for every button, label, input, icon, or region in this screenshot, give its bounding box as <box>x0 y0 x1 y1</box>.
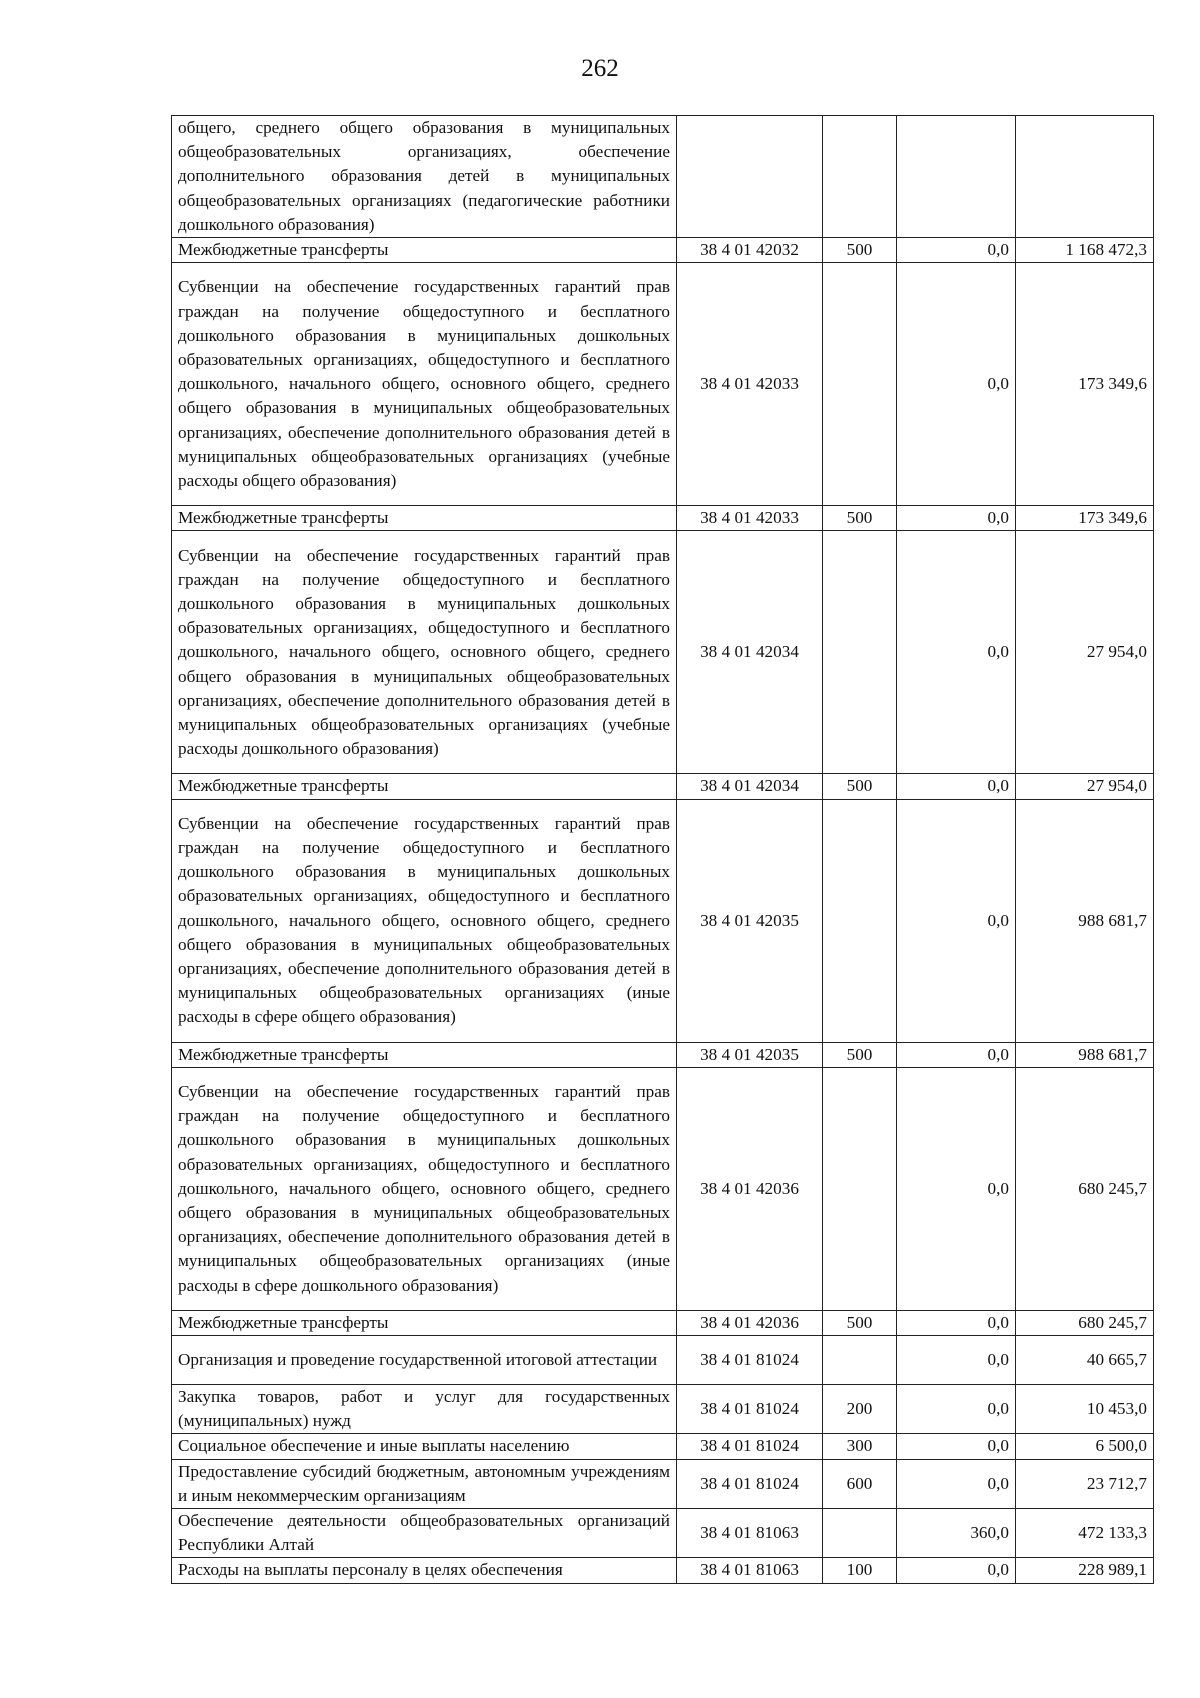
table-row <box>172 1310 1154 1335</box>
row-value-2: 173 349,6 <box>1016 506 1154 531</box>
row-name: Организация и проведение государственной итоговой аттестации <box>172 1336 677 1385</box>
row-value-1: 0,0 <box>897 1385 1016 1434</box>
table-row <box>172 1042 1154 1067</box>
row-code: 38 4 01 42033 <box>677 263 823 506</box>
table-row <box>172 531 1154 774</box>
row-value-2: 988 681,7 <box>1016 1042 1154 1067</box>
row-kind: 500 <box>823 1042 897 1067</box>
row-kind <box>823 1067 897 1310</box>
row-code: 38 4 01 81063 <box>677 1509 823 1558</box>
row-value-2: 40 665,7 <box>1016 1336 1154 1385</box>
row-value-1: 0,0 <box>897 238 1016 263</box>
row-value-1: 0,0 <box>897 799 1016 1042</box>
row-name: Расходы на выплаты персоналу в целях обеспечения <box>172 1558 677 1583</box>
table-row <box>172 506 1154 531</box>
row-value-1: 0,0 <box>897 1067 1016 1310</box>
row-value-2: 27 954,0 <box>1016 531 1154 774</box>
table-row <box>172 1336 1154 1385</box>
row-name: Закупка товаров, работ и услуг для государственных (муниципальных) нужд <box>172 1385 677 1434</box>
table-row <box>172 774 1154 799</box>
row-kind: 100 <box>823 1558 897 1583</box>
row-code: 38 4 01 81024 <box>677 1385 823 1434</box>
row-kind <box>823 1509 897 1558</box>
row-value-2: 1 168 472,3 <box>1016 238 1154 263</box>
row-code: 38 4 01 81024 <box>677 1434 823 1459</box>
row-name: Межбюджетные трансферты <box>172 1310 677 1335</box>
row-value-2: 228 989,1 <box>1016 1558 1154 1583</box>
row-name: общего, среднего общего образования в муниципальных общеобразовательных организациях, обеспечение дополнительного образования детей в муниципальных общеобразовательных организациях (педагогические работники дошкольного образования) <box>172 116 677 238</box>
budget-table <box>171 115 1154 1584</box>
row-value-1: 0,0 <box>897 1459 1016 1508</box>
row-kind <box>823 263 897 506</box>
row-kind <box>823 531 897 774</box>
row-code: 38 4 01 42036 <box>677 1310 823 1335</box>
row-value-2: 27 954,0 <box>1016 774 1154 799</box>
table-row <box>172 1459 1154 1508</box>
row-name: Субвенции на обеспечение государственных гарантий прав граждан на получение общедоступного и бесплатного дошкольного образования в муниципальных дошкольных образовательных организациях, общедоступного и бесплатного дошкольного, начального общего, основного общего, среднего общего образования в муниципальных общеобразовательных организациях, обеспечение дополнительного образования детей в муниципальных общеобразовательных организациях (учебные расходы дошкольного образования) <box>172 531 677 774</box>
row-kind: 500 <box>823 238 897 263</box>
row-value-1: 0,0 <box>897 1558 1016 1583</box>
row-value-2: 6 500,0 <box>1016 1434 1154 1459</box>
budget-table-body <box>172 116 1154 1584</box>
row-value-2: 173 349,6 <box>1016 263 1154 506</box>
row-code: 38 4 01 42035 <box>677 799 823 1042</box>
row-name: Предоставление субсидий бюджетным, автономным учреждениям и иным некоммерческим организациям <box>172 1459 677 1508</box>
row-code: 38 4 01 42033 <box>677 506 823 531</box>
row-value-1: 0,0 <box>897 1042 1016 1067</box>
row-code: 38 4 01 81024 <box>677 1336 823 1385</box>
row-value-1: 0,0 <box>897 1434 1016 1459</box>
table-row <box>172 1558 1154 1583</box>
row-code: 38 4 01 42036 <box>677 1067 823 1310</box>
row-name: Обеспечение деятельности общеобразовательных организаций Республики Алтай <box>172 1509 677 1558</box>
row-value-2: 680 245,7 <box>1016 1310 1154 1335</box>
row-value-2: 23 712,7 <box>1016 1459 1154 1508</box>
row-value-1 <box>897 116 1016 238</box>
row-kind: 500 <box>823 506 897 531</box>
table-row <box>172 263 1154 506</box>
row-code: 38 4 01 42035 <box>677 1042 823 1067</box>
row-value-1: 0,0 <box>897 506 1016 531</box>
row-name: Межбюджетные трансферты <box>172 774 677 799</box>
row-value-1: 0,0 <box>897 1310 1016 1335</box>
row-value-1: 0,0 <box>897 1336 1016 1385</box>
page-number: 262 <box>581 55 619 82</box>
row-code <box>677 116 823 238</box>
row-value-1: 0,0 <box>897 531 1016 774</box>
row-code: 38 4 01 81063 <box>677 1558 823 1583</box>
row-value-2: 472 133,3 <box>1016 1509 1154 1558</box>
row-name: Субвенции на обеспечение государственных гарантий прав граждан на получение общедоступного и бесплатного дошкольного образования в муниципальных дошкольных образовательных организациях, общедоступного и бесплатного дошкольного, начального общего, основного общего, среднего общего образования в муниципальных общеобразовательных организациях, обеспечение дополнительного образования детей в муниципальных общеобразовательных организациях (учебные расходы общего образования) <box>172 263 677 506</box>
row-value-2: 10 453,0 <box>1016 1385 1154 1434</box>
table-row <box>172 238 1154 263</box>
row-kind: 500 <box>823 774 897 799</box>
row-kind: 300 <box>823 1434 897 1459</box>
row-kind <box>823 1336 897 1385</box>
row-name: Межбюджетные трансферты <box>172 1042 677 1067</box>
row-kind <box>823 799 897 1042</box>
row-name: Субвенции на обеспечение государственных гарантий прав граждан на получение общедоступного и бесплатного дошкольного образования в муниципальных дошкольных образовательных организациях, общедоступного и бесплатного дошкольного, начального общего, основного общего, среднего общего образования в муниципальных общеобразовательных организациях, обеспечение дополнительного образования детей в муниципальных общеобразовательных организациях (иные расходы в сфере общего образования) <box>172 799 677 1042</box>
row-kind: 500 <box>823 1310 897 1335</box>
row-value-2: 988 681,7 <box>1016 799 1154 1042</box>
row-name: Межбюджетные трансферты <box>172 506 677 531</box>
table-row <box>172 116 1154 238</box>
row-code: 38 4 01 42034 <box>677 774 823 799</box>
table-row <box>172 1385 1154 1434</box>
row-kind: 200 <box>823 1385 897 1434</box>
row-code: 38 4 01 81024 <box>677 1459 823 1508</box>
row-code: 38 4 01 42034 <box>677 531 823 774</box>
row-kind <box>823 116 897 238</box>
row-value-2: 680 245,7 <box>1016 1067 1154 1310</box>
row-value-1: 0,0 <box>897 774 1016 799</box>
row-name: Субвенции на обеспечение государственных гарантий прав граждан на получение общедоступного и бесплатного дошкольного образования в муниципальных дошкольных образовательных организациях, общедоступного и бесплатного дошкольного, начального общего, основного общего, среднего общего образования в муниципальных общеобразовательных организациях, обеспечение дополнительного образования детей в муниципальных общеобразовательных организациях (иные расходы в сфере дошкольного образования) <box>172 1067 677 1310</box>
table-row <box>172 1067 1154 1310</box>
table-row <box>172 799 1154 1042</box>
row-value-1: 360,0 <box>897 1509 1016 1558</box>
row-kind: 600 <box>823 1459 897 1508</box>
table-row <box>172 1434 1154 1459</box>
row-value-2 <box>1016 116 1154 238</box>
table-row <box>172 1509 1154 1558</box>
row-code: 38 4 01 42032 <box>677 238 823 263</box>
row-name: Межбюджетные трансферты <box>172 238 677 263</box>
row-value-1: 0,0 <box>897 263 1016 506</box>
row-name: Социальное обеспечение и иные выплаты населению <box>172 1434 677 1459</box>
